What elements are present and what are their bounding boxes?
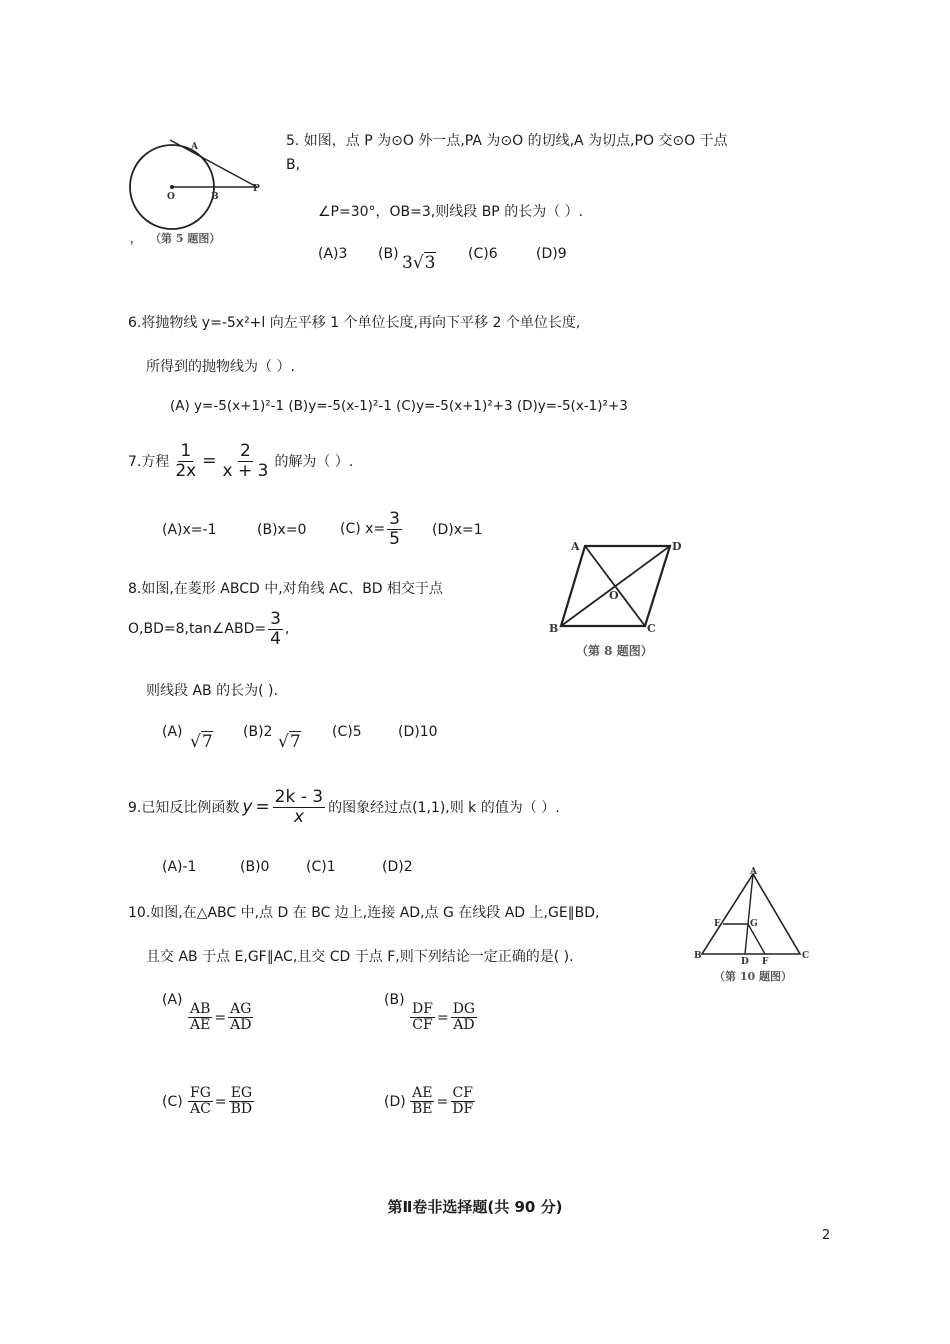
q10-option-d <box>410 1086 475 1118</box>
q7-option-d: (D)x=1 <box>432 522 483 538</box>
q5-option-a: (A)3 <box>318 246 348 262</box>
q6-line1: 6.将抛物线 y=-5x²+l 向左平移 1 个单位长度,再向下平移 2 个单位长度, <box>128 315 581 331</box>
q7-option-c-fraction <box>387 510 402 548</box>
q5-option-c: (C)6 <box>468 246 498 262</box>
q8-option-a-radicand: 7 <box>201 732 213 752</box>
q8-line1: 8.如图,在菱形 ABCD 中,对角线 AC、BD 相交于点 <box>128 581 444 597</box>
figure-q10-caption: （第 10 题图） <box>714 970 792 983</box>
q10-option-a-d2: AD <box>230 1017 252 1034</box>
q9-fraction <box>273 788 325 826</box>
q10-option-c-frac1 <box>188 1086 213 1118</box>
q10-option-d-frac1 <box>410 1086 435 1118</box>
q9-option-d: (D)2 <box>382 859 413 875</box>
q9-suffix: 的图象经过点(1,1),则 k 的值为（ ）. <box>328 800 560 817</box>
q8-option-b-radicand: 7 <box>289 732 301 752</box>
q7-fraction-right-den: x + 3 <box>222 460 269 481</box>
q7-equation-line <box>128 442 353 480</box>
q10-option-d-label: (D) <box>384 1094 406 1110</box>
q10-option-a-frac2 <box>228 1002 253 1034</box>
q10-option-d-equals: = <box>436 1093 449 1110</box>
q10-option-b-label: (B) <box>384 992 405 1008</box>
q10-option-c-d1: AC <box>190 1101 211 1118</box>
q9-option-a: (A)-1 <box>162 859 197 875</box>
q10-option-b-n1: DF <box>412 1001 433 1017</box>
label-b: B <box>549 622 559 635</box>
q10-option-a-label: (A) <box>162 992 183 1008</box>
label-o: O <box>609 589 619 602</box>
q10-option-d-n2: CF <box>452 1085 473 1101</box>
label-b: B <box>211 192 219 202</box>
figure-q8-caption: （第 8 题图） <box>576 644 653 658</box>
triangle-abc <box>702 874 800 954</box>
label-a: A <box>191 142 198 152</box>
q10-option-c-n2: EG <box>230 1085 253 1101</box>
q7-prefix: 7.方程 <box>128 454 170 471</box>
label-a: A <box>750 867 757 877</box>
q10-option-d-n1: AE <box>412 1085 433 1101</box>
figure-q5-caption: （第 5 题图） <box>150 232 221 245</box>
label-c: C <box>802 951 810 961</box>
center-point <box>170 185 174 189</box>
q10-line2: 且交 AB 于点 E,GF∥AC,且交 CD 于点 F,则下列结论一定正确的是( ). <box>146 949 574 965</box>
q10-option-c-d2: BD <box>230 1101 253 1118</box>
section-title: 第Ⅱ卷非选择题(共 90 分) <box>387 1198 563 1216</box>
q8-line2-prefix: O,BD=8,tan∠ABD= <box>128 621 267 638</box>
q7-option-a: (A)x=-1 <box>162 522 217 538</box>
q9-option-b: (B)0 <box>240 859 270 875</box>
diagonal-bd <box>561 546 670 626</box>
q9-prefix: 9.已知反比例函数 <box>128 800 240 817</box>
q10-option-a-frac1 <box>188 1002 212 1034</box>
q8-line2-suffix: , <box>284 621 290 638</box>
q5-option-b-label: (B) <box>378 246 399 262</box>
q6-line2: 所得到的抛物线为（ ）. <box>146 359 295 375</box>
figure-q8 <box>545 536 695 636</box>
figure-q10 <box>690 864 820 964</box>
label-b: B <box>694 951 702 961</box>
q10-option-a-n1: AB <box>190 1001 211 1017</box>
q10-option-b-frac2 <box>451 1002 477 1034</box>
label-c: C <box>647 622 656 635</box>
sqrt-symbol: √ <box>412 253 424 273</box>
q9-line <box>128 788 560 826</box>
q10-option-d-frac2 <box>450 1086 475 1118</box>
q5-option-b-coef: 3 <box>402 253 413 273</box>
q10-option-b-frac1 <box>410 1002 435 1034</box>
q8-option-d: (D)10 <box>398 724 438 740</box>
q9-fraction-den: x <box>293 806 304 827</box>
label-e: E <box>714 919 721 929</box>
q10-option-d-d1: BE <box>412 1101 433 1118</box>
q10-option-d-d2: DF <box>452 1101 474 1118</box>
q10-option-a-d1: AE <box>190 1017 211 1034</box>
q5-option-b-radicand: 3 <box>424 253 436 273</box>
q8-tan-num: 3 <box>270 609 281 629</box>
q7-option-c <box>340 510 402 548</box>
figure-q5-caption-comma: ， <box>130 232 141 245</box>
page-number: 2 <box>822 1228 831 1243</box>
q7-option-c-num: 3 <box>389 509 400 529</box>
q8-tan-den: 4 <box>270 628 281 649</box>
q5-line1: 5. 如图，点 P 为⊙O 外一点,PA 为⊙O 的切线,A 为切点,PO 交⊙O 于点 <box>286 133 728 149</box>
q7-equals: = <box>202 451 217 472</box>
q7-fraction-left-num: 1 <box>180 441 192 461</box>
q10-option-c-frac2 <box>229 1086 255 1118</box>
q7-fraction-left-den: 2x <box>175 460 197 481</box>
q10-option-b <box>410 1002 477 1034</box>
q7-option-c-label: (C) x= <box>340 521 386 538</box>
q9-option-c: (C)1 <box>306 859 336 875</box>
q8-line3: 则线段 AB 的长为( ). <box>146 683 278 699</box>
q10-option-b-d2: AD <box>453 1017 475 1034</box>
sqrt-symbol: √ <box>278 732 289 752</box>
label-d: D <box>741 957 749 964</box>
label-g: G <box>750 919 758 929</box>
q8-option-a-label: (A) <box>162 724 183 740</box>
q10-option-c-n1: FG <box>190 1085 211 1101</box>
q9-y: y <box>242 797 253 818</box>
q8-option-c: (C)5 <box>332 724 362 740</box>
q8-option-b-value <box>278 732 301 752</box>
q7-fraction-right-num: 2 <box>240 441 251 461</box>
label-d: D <box>672 540 682 553</box>
q9-equals: = <box>255 797 270 818</box>
q5-line2: ∠P=30°，OB=3,则线段 BP 的长为（ ）. <box>318 204 584 220</box>
q7-fraction-left <box>173 442 198 480</box>
q10-option-c-equals: = <box>214 1093 227 1110</box>
q10-option-b-d1: CF <box>412 1017 433 1034</box>
q7-suffix: 的解为（ ）. <box>274 454 354 471</box>
q5-line1b: B, <box>286 157 301 173</box>
q9-fraction-num: 2k - 3 <box>274 787 324 807</box>
q8-line2 <box>128 610 289 648</box>
q8-option-b-label: (B)2 <box>243 724 273 740</box>
q5-option-d: (D)9 <box>536 246 567 262</box>
label-f: F <box>762 957 769 964</box>
q10-option-a-n2: AG <box>230 1001 252 1017</box>
q10-option-b-equals: = <box>436 1009 449 1026</box>
q7-option-b: (B)x=0 <box>257 522 307 538</box>
q8-tan-fraction <box>268 610 283 648</box>
q7-fraction-right <box>221 442 271 480</box>
label-o: O <box>167 192 175 202</box>
q10-option-c <box>188 1086 254 1118</box>
q10-option-a <box>188 1002 253 1034</box>
label-a: A <box>571 540 580 553</box>
sqrt-symbol: √ <box>190 732 201 752</box>
q8-option-a-value <box>190 732 213 752</box>
q6-options: (A) y=-5(x+1)²-1 (B)y=-5(x-1)²-1 (C)y=-5(x+1)²+3 (D)y=-5(x-1)²+3 <box>170 398 628 414</box>
q10-option-b-n2: DG <box>452 1001 476 1017</box>
q7-option-c-den: 5 <box>389 528 400 549</box>
q10-line1: 10.如图,在△ABC 中,点 D 在 BC 边上,连接 AD,点 G 在线段 AD 上,GE∥BD, <box>128 905 600 921</box>
q10-option-c-label: (C) <box>162 1094 183 1110</box>
label-p: P <box>253 184 260 194</box>
q10-option-a-equals: = <box>214 1009 227 1026</box>
q5-option-b-value <box>402 253 436 273</box>
